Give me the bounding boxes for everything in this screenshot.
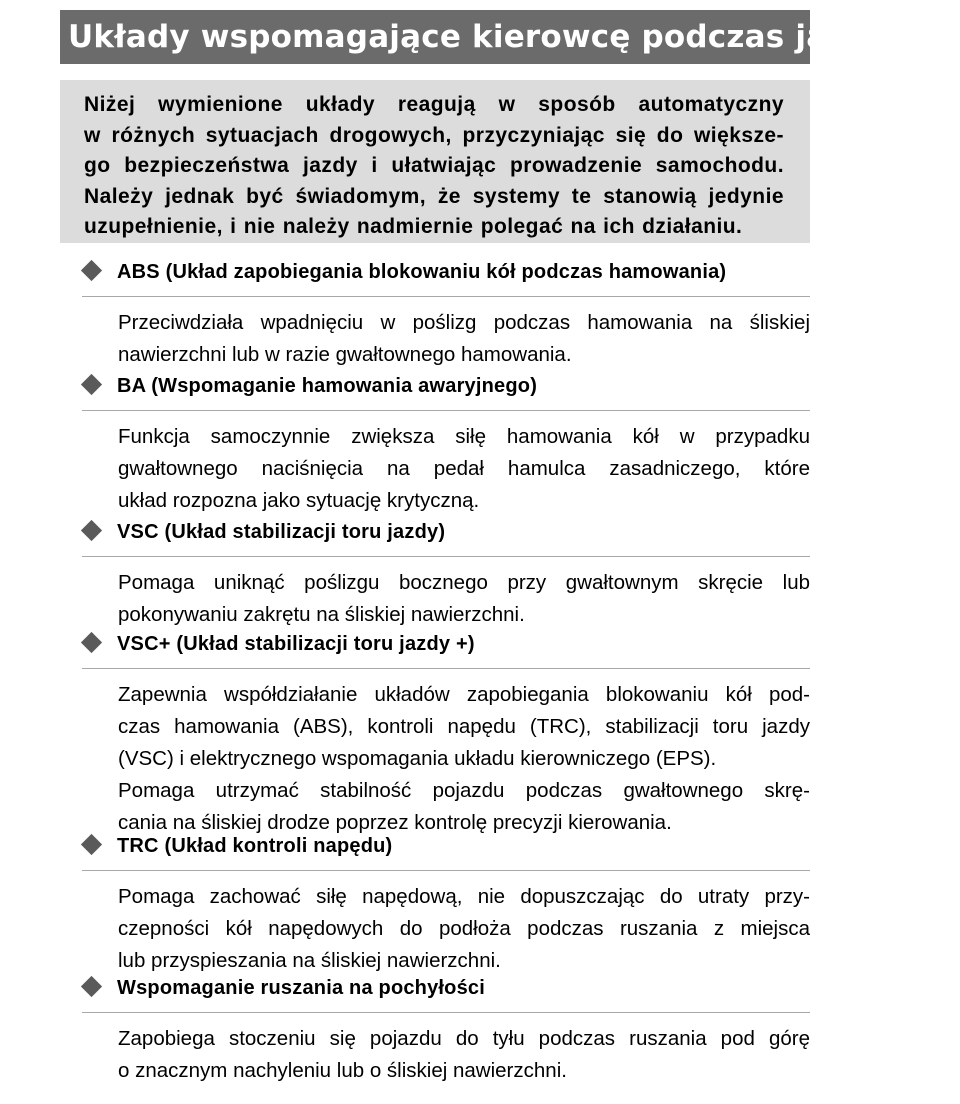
section-heading-row [82, 370, 810, 411]
body-line: lub przyspieszania na śliskiej nawierzchni. [118, 949, 501, 972]
intro-line: Niżej wymienione układy reagują w sposób automatyczny [84, 93, 784, 116]
section-vsc-plus [82, 628, 810, 839]
page-title: Układy wspomagające kierowcę podczas jazdy [68, 19, 889, 55]
section-body [118, 421, 810, 517]
section-heading-row [82, 830, 810, 871]
body-line: Przeciwdziała wpadnięciu w poślizg podczas hamowania na śliskiej [118, 311, 810, 334]
diamond-bullet-icon [81, 976, 102, 997]
diamond-bullet-icon [81, 520, 102, 541]
body-line: układ rozpozna jako sytuację krytyczną. [118, 489, 480, 512]
section-heading-row [82, 256, 810, 297]
body-line: czas hamowania (ABS), kontroli napędu (TRC), stabilizacji toru jazdy [118, 715, 810, 738]
diamond-bullet-icon [81, 834, 102, 855]
section-heading: VSC+ (Układ stabilizacji toru jazdy +) [117, 633, 475, 655]
body-line: o znacznym nachyleniu lub o śliskiej nawierzchni. [118, 1059, 567, 1082]
body-line: Funkcja samoczynnie zwiększa siłę hamowania kół w przypadku [118, 425, 810, 448]
diamond-bullet-icon [81, 260, 102, 281]
section-heading: Wspomaganie ruszania na pochyłości [117, 977, 486, 999]
section-ba [82, 370, 810, 517]
body-line: Pomaga zachować siłę napędową, nie dopuszczając do utraty przy- [118, 885, 810, 908]
section-heading-row [82, 972, 810, 1013]
diamond-bullet-icon [81, 632, 102, 653]
body-line: czepności kół napędowych do podłoża podczas ruszania z miejsca [118, 917, 810, 940]
section-vsc [82, 516, 810, 631]
section-heading-row [82, 628, 810, 669]
intro-line: uzupełnienie, i nie należy nadmiernie polegać na ich działaniu. [84, 215, 743, 238]
body-line: cania na śliskiej drodze poprzez kontrolę precyzji kierowania. [118, 811, 672, 834]
section-body [118, 881, 810, 977]
section-hill-start-assist [82, 972, 810, 1087]
section-body [118, 307, 810, 371]
body-line: (VSC) i elektrycznego wspomagania układu kierowniczego (EPS). [118, 747, 717, 770]
section-heading: TRC (Układ kontroli napędu) [117, 835, 393, 857]
body-line: pokonywaniu zakrętu na śliskiej nawierzchni. [118, 603, 525, 626]
section-trc [82, 830, 810, 977]
body-line: Zapobiega stoczeniu się pojazdu do tyłu podczas ruszania pod górę [118, 1027, 810, 1050]
body-line: Pomaga utrzymać stabilność pojazdu podczas gwałtownego skrę- [118, 779, 810, 802]
section-heading: VSC (Układ stabilizacji toru jazdy) [117, 521, 446, 543]
section-body [118, 1023, 810, 1087]
page-title-bar [60, 10, 889, 64]
section-heading: BA (Wspomaganie hamowania awaryjnego) [117, 375, 538, 397]
diamond-bullet-icon [81, 374, 102, 395]
body-line: Zapewnia współdziałanie układów zapobiegania blokowaniu kół pod- [118, 683, 810, 706]
section-body [118, 679, 810, 839]
section-body [118, 567, 810, 631]
intro-line: w różnych sytuacjach drogowych, przyczyniając się do większe- [84, 123, 784, 147]
section-abs [82, 256, 810, 371]
body-line: Pomaga uniknąć poślizgu bocznego przy gwałtownym skręcie lub [118, 571, 810, 594]
body-line: nawierzchni lub w razie gwałtownego hamowania. [118, 343, 572, 366]
section-heading: ABS (Układ zapobiegania blokowaniu kół podczas hamowania) [117, 261, 727, 283]
body-line: gwałtownego naciśnięcia na pedał hamulca zasadniczego, które [118, 457, 810, 480]
intro-line: go bezpieczeństwa jazdy i ułatwiając prowadzenie samochodu. [84, 154, 784, 177]
section-heading-row [82, 516, 810, 557]
intro-line: Należy jednak być świadomym, że systemy te stanowią jedynie [84, 184, 784, 208]
intro-box [60, 80, 810, 243]
